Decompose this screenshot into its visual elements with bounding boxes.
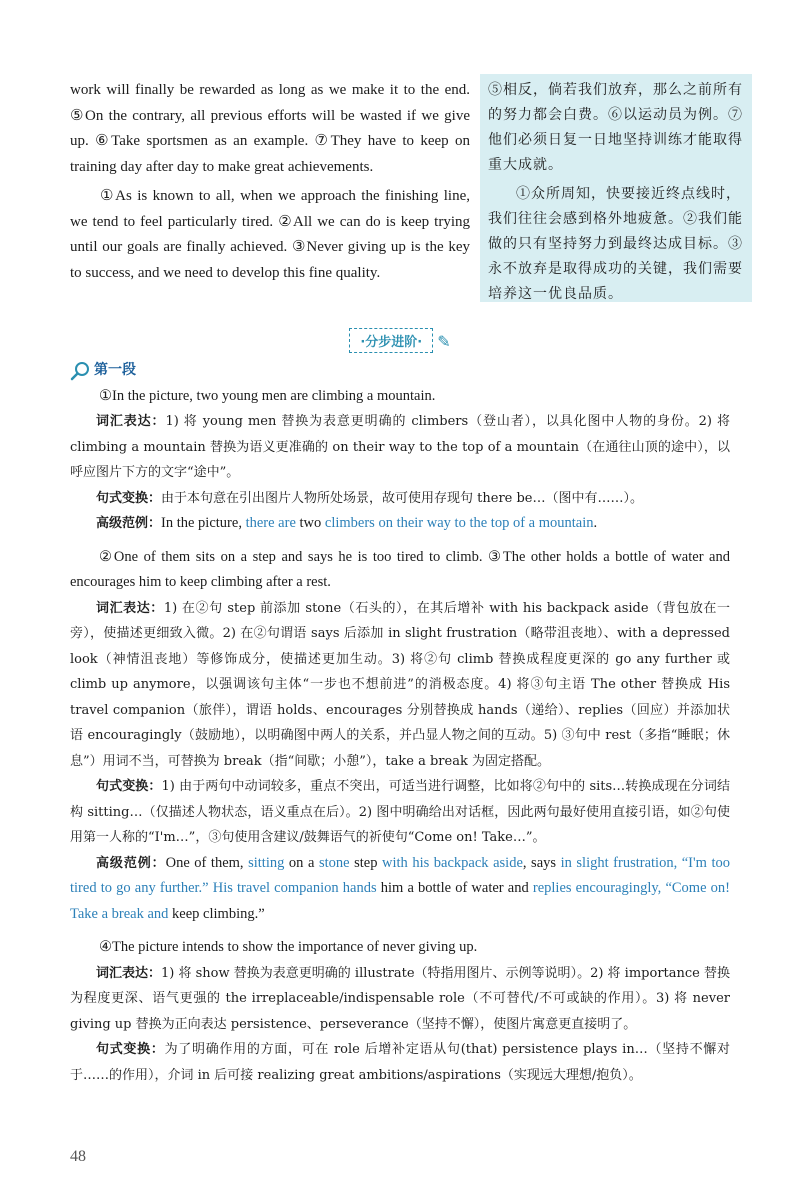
example-text: . xyxy=(593,515,598,531)
sentence-1-advanced-example xyxy=(70,511,730,537)
sentence-3-original: ④The picture intends to show the importance of never giving up. xyxy=(99,939,478,955)
sentence-3-vocab xyxy=(70,961,730,1038)
sentence-2-advanced-example xyxy=(70,851,730,928)
vocab-label: 词汇表达： xyxy=(96,600,164,616)
magnifier-icon xyxy=(70,361,90,381)
chinese-paragraph-1: ⑤相反，倘若我们放弃，那么之前所有的努力都会白费。⑥以运动员为例。⑦他们必须日复一日地坚持训练才能取得重大成就。 xyxy=(488,82,743,173)
sentence-1-original: ①In the picture, two young men are climbing a mountain. xyxy=(99,387,436,404)
syntax-text: 由于本句意在引出图片人物所处场景，故可使用存现句 there be…（图中有……）。 xyxy=(161,490,643,506)
example-text: keep climbing.” xyxy=(168,905,265,922)
advanced-label: 高级范例： xyxy=(96,855,166,871)
example-highlight: replies encouragingly, “Come on! Take a break and xyxy=(70,880,730,922)
section-heading xyxy=(70,358,730,384)
example-text: on a xyxy=(284,854,319,871)
bilingual-passage xyxy=(70,78,743,308)
chinese-paragraph-2: ①众所周知，快要接近终点线时，我们往往会感到格外地疲惫。②我们能做的只有坚持努力到最终达成目标。③永不放弃是取得成功的关键，我们需要培养这一优良品质。 xyxy=(488,186,743,302)
pen-icon: ✎ xyxy=(437,332,451,351)
english-paragraph-2: ①As is known to all, when we approach the finishing line, we tend to feel particularly tired. ②All we can do is keep trying until our goals are finally achieved. ③Never giving up is the key to success, and we need to develop this fine quality. xyxy=(70,188,470,281)
example-highlight: in slight frustration, “I'm too tired to go any further.” His travel companion hands xyxy=(70,854,730,896)
example-text: step xyxy=(349,854,383,871)
example-highlight: stone xyxy=(318,854,350,871)
syntax-label: 句式变换： xyxy=(96,1042,165,1057)
example-highlight: there are xyxy=(245,515,296,531)
example-text: In the picture, xyxy=(161,515,246,531)
english-column xyxy=(70,78,470,290)
chinese-translation-box xyxy=(480,74,752,302)
sentence-3-syntax xyxy=(70,1037,730,1088)
sentence-2-vocab xyxy=(70,596,730,775)
vocab-text: 1) 将 show 替换为表意更明确的 illustrate（特指用图片、示例等说明）。2) 将 importance 替换为程度更深、语气更强的 the irreplaceable/indispensable role（不可替代/不可或缺的作用）。3) 将 never giving up 替换为正向表达 persistence、perseverance（坚持不懈），使图片寓意更直接明了。 xyxy=(70,965,730,1032)
banner-title: ·分步进阶· xyxy=(349,328,433,353)
english-paragraph-1: work will finally be rewarded as long as we make it to the end. ⑤On the contrary, all previous efforts will be wasted if we give up. ⑥Take sportsmen as an example. ⑦They have to keep on training day after day to make great achievements. xyxy=(70,82,470,175)
sentence-1-vocab xyxy=(70,409,730,486)
vocab-text: 1) 将 young men 替换为表意更明确的 climbers（登山者），以具化图中人物的身份。2) 将 climbing a mountain 替换为语义更准确的 on their way to the top of a mountain（在通往山顶的途中），以呼应图片下方的文字“途中”。 xyxy=(70,414,730,480)
example-text: two xyxy=(295,515,325,531)
sentence-1-syntax xyxy=(70,486,730,512)
section-banner xyxy=(0,328,800,353)
example-text: One of them, xyxy=(165,854,249,871)
example-text: , says xyxy=(522,854,561,871)
advanced-label: 高级范例： xyxy=(96,516,162,531)
example-highlight: sitting xyxy=(248,854,285,871)
sentence-2-syntax xyxy=(70,774,730,851)
vocab-label: 词汇表达： xyxy=(96,965,162,981)
main-content xyxy=(70,358,730,1088)
syntax-label: 句式变换： xyxy=(96,779,162,794)
sentence-2-original: ②One of them sits on a step and says he is too tired to climb. ③The other holds a bottle of water and encourages him to keep climbing after a rest. xyxy=(70,548,730,590)
syntax-label: 句式变换： xyxy=(96,490,162,506)
vocab-text: 1) 在②句 step 前添加 stone（石头的），在其后增补 with his backpack aside（背包放在一旁），使描述更细致入微。2) 在②句谓语 says 后添加 in slight frustration（略带沮丧地）、with a depressed look（神情沮丧地）等修饰成分，使描述更加生动。3) 将②句 climb 替换成程度更深的 go any further 或 climb up anymore，以强调该句主体“一步也不想前进”的消极态度。4) 将③句主语 The other 替换成 His travel companion（旅伴），谓语 holds、encourages 分别替换成 hands（递给）、replies（回应）并添加状语 encouragingly（鼓励地），以明确图中两人的关系，并凸显人物之间的互动。5) ③句中 rest（多指“睡眠；休息”）用词不当，可替换为 break（指“间歇；小憩”），take a break 为固定搭配。 xyxy=(70,600,730,769)
example-highlight: with his backpack aside xyxy=(382,854,523,871)
section-heading-text: 第一段 xyxy=(94,362,136,378)
syntax-text: 1) 由于两句中动词较多，重点不突出，可适当进行调整，比如将②句中的 sits…转换成现在分词结构 sitting…（仅描述人物状态，语义重点在后）。2) 图中明确给出对话框，因此两句最好使用直接引语，如②句使用第一人称的“I'm…”，③句使用含建议/鼓舞语气的祈使句“Come on! Take…”。 xyxy=(70,779,730,845)
page-number: 48 xyxy=(70,1148,86,1165)
vocab-label: 词汇表达： xyxy=(96,414,166,429)
example-highlight: climbers on their way to the top of a mountain xyxy=(324,515,594,531)
syntax-text: 为了明确作用的方面，可在 role 后增补定语从句(that) persistence plays in…（坚持不懈对于……的作用），介词 in 后可接 realizing great ambitions/aspirations（实现远大理想/抱负）。 xyxy=(70,1042,730,1083)
example-text: him a bottle of water and xyxy=(376,880,533,896)
